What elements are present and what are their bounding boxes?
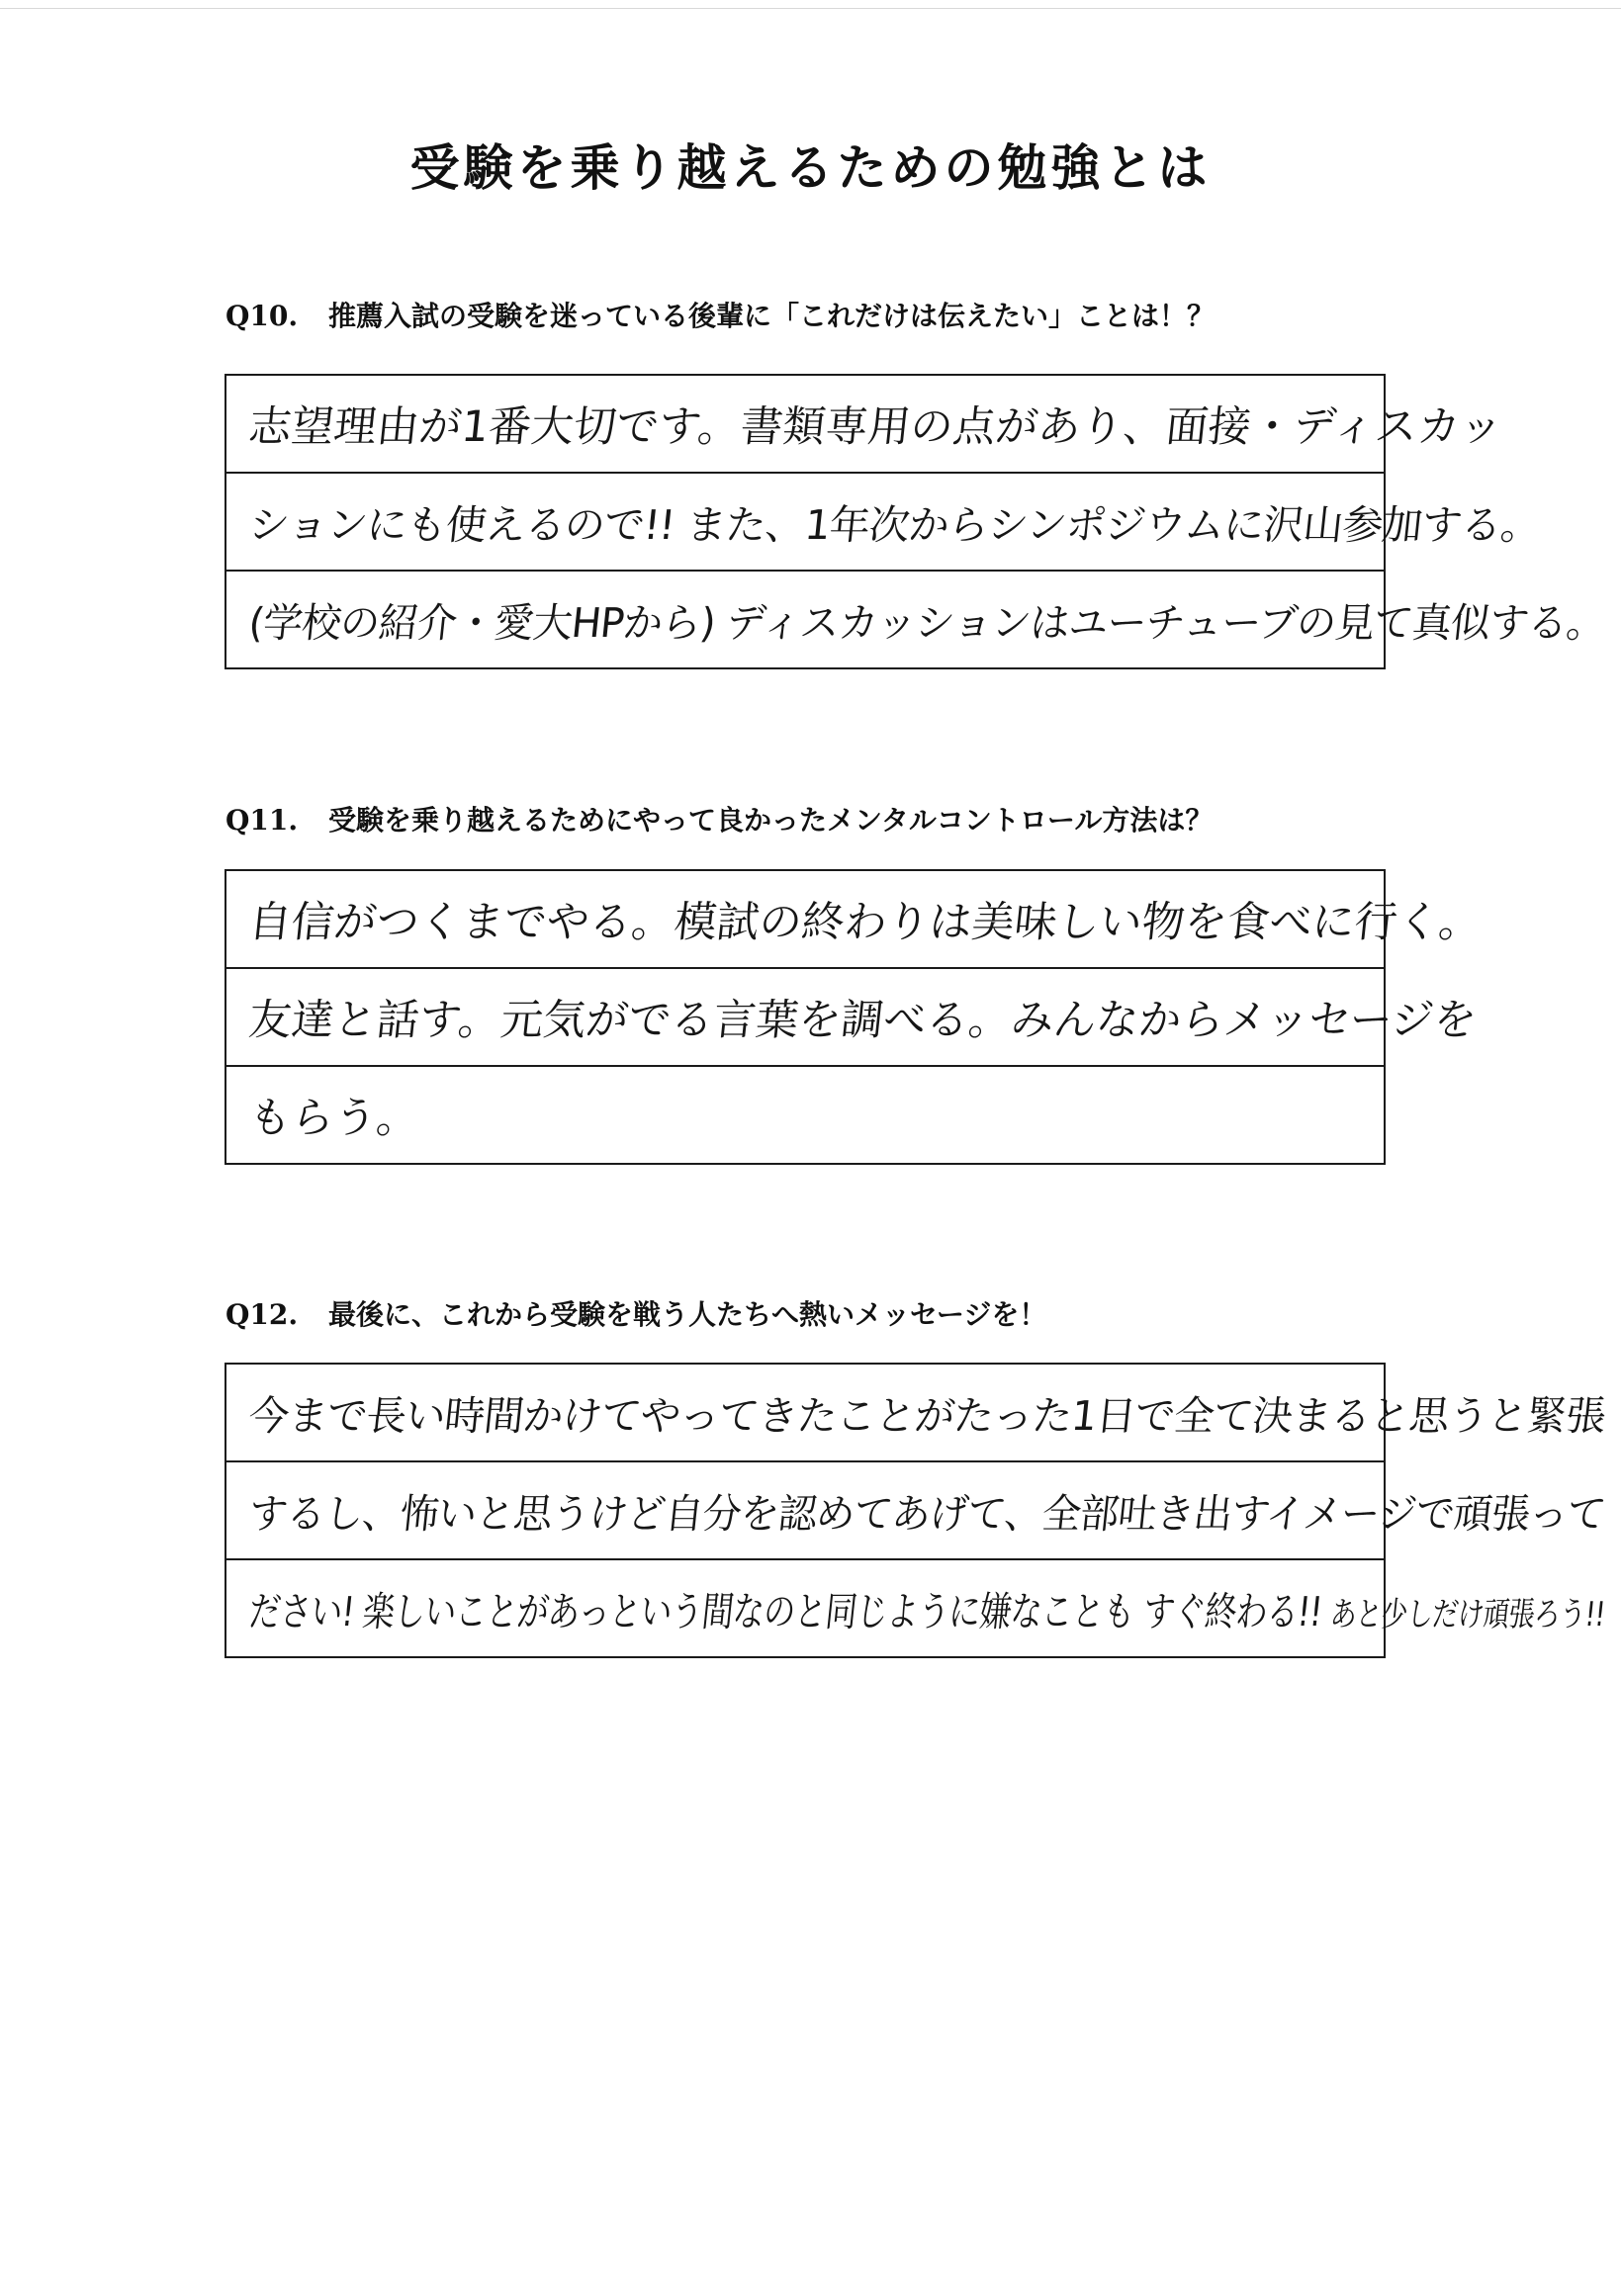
answer-line: 自信がつくまでやる。模試の終わりは美味しい物を食べに行く。	[246, 898, 1485, 947]
answer-row	[226, 1065, 1384, 1163]
answer-line-text: ださい! 楽しいことがあっという間なのと同じように嫌なことも すぐ終わる!!	[246, 1588, 1324, 1635]
question-q10	[225, 299, 1215, 334]
question-number: Q11.	[225, 804, 299, 837]
question-q12	[225, 1297, 1046, 1333]
answer-overflow-text: あと少しだけ頑張ろう!!	[1328, 1595, 1607, 1634]
top-border-line	[0, 8, 1621, 9]
answer-row	[226, 871, 1485, 967]
question-text: 推薦入試の受験を迷っている後輩に「これだけは伝えたい」ことは！？	[328, 300, 1216, 332]
answer-line: 志望理由が1番大切です。書類専用の点があり、面接・ディスカッ	[246, 402, 1505, 452]
answer-row	[226, 1365, 1608, 1460]
answer-row	[226, 967, 1480, 1065]
answer-line: 今まで長い時間かけてやってきたことがたった1日で全て決まると思うと緊張	[246, 1392, 1608, 1440]
page-title: 受験を乗り越えるための勉強とは	[409, 139, 1212, 197]
answer-row	[226, 1558, 1607, 1656]
answer-row	[226, 376, 1505, 472]
answer-line: 友達と話す。元気がでる言葉を調べる。みんなからメッセージを	[246, 996, 1480, 1045]
question-q11	[225, 803, 1213, 839]
answer-line: ションにも使えるので!! また、1年次からシンポジウムに沢山参加する。	[246, 501, 1543, 549]
answer-row	[226, 1460, 1608, 1558]
answer-line: もらう。	[246, 1094, 422, 1143]
answer-box-q10	[225, 374, 1608, 669]
answer-line	[246, 1586, 1607, 1640]
question-text: 受験を乗り越えるためにやって良かったメンタルコントロール方法は？	[328, 804, 1214, 837]
answer-line: (学校の紹介・愛大HPから) ディスカッションはユーチューブの見て真似する。	[246, 599, 1608, 647]
answer-box-q12	[225, 1363, 1608, 1658]
question-number: Q10.	[225, 300, 299, 332]
question-text: 最後に、これから受験を戦う人たちへ熱いメッセージを！	[328, 1298, 1047, 1331]
answer-line: するし、怖いと思うけど自分を認めてあげて、全部吐き出すイメージで頑張って	[246, 1490, 1608, 1538]
answer-row	[226, 570, 1608, 667]
answer-row	[226, 472, 1543, 570]
question-number: Q12.	[225, 1298, 299, 1331]
answer-box-q11	[225, 869, 1485, 1165]
